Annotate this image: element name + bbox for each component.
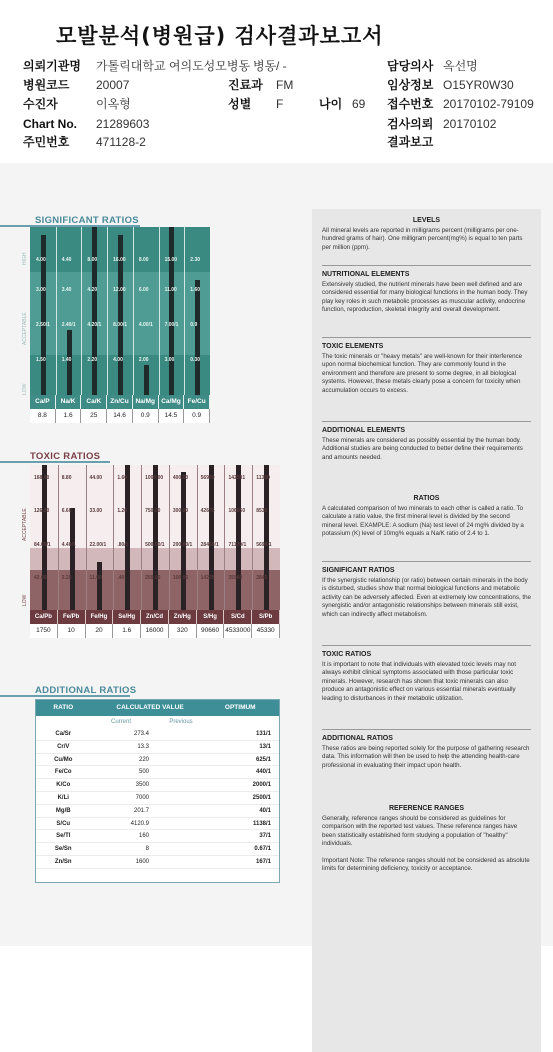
table-row	[36, 856, 279, 869]
sex-label: 성별	[228, 97, 252, 111]
previous-cell	[155, 766, 210, 778]
value-cell: 0.9	[184, 409, 210, 423]
doctor-value: 옥선명	[443, 59, 478, 73]
column-divider	[81, 227, 82, 395]
tick-label: 3.40	[61, 287, 72, 293]
optimum-cell: 167/1	[256, 858, 272, 865]
tick-label: 168.00	[34, 475, 50, 481]
sex-value: F	[276, 97, 284, 111]
age-label: 나이	[319, 97, 343, 111]
current-cell: 7000	[135, 794, 150, 801]
divider	[322, 645, 531, 646]
category-label: Zn/Cu	[107, 395, 133, 409]
tick-label: 250.00	[145, 575, 161, 581]
optimum-cell: 1138/1	[252, 820, 272, 827]
tick-label: .80/1	[117, 542, 129, 548]
institution-value: 가톨릭대학교 여의도성모병동	[96, 59, 251, 73]
dept-value: FM	[276, 78, 294, 92]
optimum-cell: 0.67/1	[254, 846, 272, 853]
category-label: Na/K	[56, 395, 82, 409]
column-divider	[224, 465, 225, 610]
tick-label: 2.30	[190, 257, 201, 263]
ratio-cell: K/Li	[57, 794, 69, 801]
ratio-cell: Cu/Mo	[54, 756, 73, 763]
collector-value: 이옥형	[96, 97, 131, 111]
col-calc: CALCULATED VALUE	[116, 704, 184, 711]
toxic-elements-text: The toxic minerals or "heavy metals" are well-known for their interference upon normal biochemical function. They are commonly found in the environment and therefore are present to some degree, in all biological systems. However, these metals clearly pose a concern for toxicity when accumulation occurs to excess.	[322, 353, 523, 394]
bar-ca-k	[92, 227, 97, 395]
bar-fe-pb	[70, 508, 75, 610]
optimum-cell: 131/1	[256, 731, 272, 737]
optimum-cell: 2000/1	[252, 782, 272, 789]
column-divider	[184, 227, 185, 395]
scanned-report	[0, 163, 553, 946]
tick-label: 200.00/1	[172, 542, 193, 548]
significant-title: SIGNIFICANT RATIOS	[35, 215, 139, 226]
tick-label: 6.00	[138, 287, 149, 293]
toxic-values	[30, 624, 280, 638]
additional-elements-heading: ADDITIONAL ELEMENTS	[322, 427, 406, 434]
category-label: Ca/Mg	[159, 395, 185, 409]
tick-label: 2.50/1	[36, 322, 50, 328]
current-cell: 13.3	[137, 743, 150, 750]
value-cell: 10	[58, 624, 86, 638]
significant-chart	[30, 227, 210, 395]
optimum-cell: 2500/1	[252, 794, 272, 801]
tick-label: 2.40/1	[61, 322, 76, 328]
tick-label: 1.60	[117, 475, 128, 481]
hospital-code-label: 병원코드	[23, 78, 70, 92]
tick-label: 0.9	[190, 322, 198, 328]
clinical-label: 임상정보	[387, 78, 434, 92]
current-cell: 1600	[135, 858, 150, 865]
tick-label: 11380	[256, 475, 270, 481]
tick-label: 8535	[256, 508, 268, 514]
tick-label: 4.40/1	[61, 542, 76, 548]
additional-table	[35, 699, 280, 883]
chart-value: 21289603	[96, 117, 150, 131]
significant-ratios-text: If the synergistic relationship (or ratio) between certain minerals in the body is disturbed, studies show that normal biological functions and metabolic activity can be adversely affected. Even at extremely low concentrations, the synergistic and/or antagonistic relationships between minerals still exist, which can indirectly affect metabolism.	[322, 577, 531, 618]
tick-label: 300.00	[172, 508, 189, 514]
bar-fe-hg	[97, 562, 102, 610]
tick-label: 42675	[200, 508, 215, 514]
column-divider	[133, 227, 134, 395]
toxic-ratios-heading: TOXIC RATIOS	[322, 651, 372, 658]
category-label: Ca/K	[81, 395, 107, 409]
sub-previous: Previous	[169, 719, 193, 725]
tick-label: 35560	[228, 575, 243, 581]
tick-label: 44.00	[89, 475, 103, 481]
bar-na-mg	[144, 365, 149, 395]
band-acceptable: ACCEPTABLE	[22, 508, 28, 541]
tick-label: 8.00	[87, 257, 98, 263]
col-ratio: RATIO	[53, 704, 74, 711]
notes-panel	[312, 209, 541, 1052]
page-title: 모발분석(병원급) 검사결과보고서	[56, 24, 384, 48]
tick-label: 2845	[256, 575, 268, 581]
additional-elements-text: These minerals are considered as possibly essential by the human body. Additional studies are being conducted to better define their requirements and amounts needed.	[322, 437, 523, 461]
current-cell: 8	[145, 846, 150, 853]
current-cell: 220	[139, 756, 150, 763]
band-low: LOW	[22, 594, 28, 606]
hospital-code-value: 20007	[96, 78, 130, 92]
previous-cell	[155, 843, 210, 855]
ratio-cell: Ca/Sr	[55, 731, 72, 737]
receipt-value: 20170102-79109	[443, 97, 534, 111]
tick-label: 126.00	[34, 508, 50, 514]
category-label: S/Cd	[224, 610, 252, 624]
optimum-cell: 440/1	[256, 769, 272, 776]
current-cell: 160	[139, 833, 150, 840]
tick-label: 106660	[228, 508, 246, 514]
tick-label: 8.00	[138, 257, 149, 263]
ratios-text: A calculated comparison of two minerals to each other is called a ratio. To calculate a ratio value, the first mineral level is divided by the second mineral level. EXAMPLE: A sodium (Na) test level of 24 mg% divided by a potassium (K) level of 10mg% equals a Na/K ratio of 2.4 to 1.	[322, 505, 524, 538]
column-divider	[107, 227, 108, 395]
ward-label: 병동	[253, 59, 277, 73]
column-divider	[252, 465, 253, 610]
column-divider	[159, 227, 160, 395]
value-cell: 1.6	[113, 624, 141, 638]
bar-ca-pb	[42, 465, 47, 610]
significant-categories	[30, 395, 210, 409]
tick-label: 28450/1	[200, 542, 219, 548]
tick-label: 400.00	[172, 475, 189, 481]
tick-label: .40	[117, 575, 125, 581]
receipt-label: 접수번호	[387, 97, 434, 111]
levels-text: All mineral levels are reported in milligrams percent (milligrams per one-hundred grams of hair). One milligram percent(mg%) is equal to ten parts per million (ppm).	[322, 227, 523, 251]
ratio-cell: Cr/V	[57, 743, 70, 750]
tick-label: 3.00	[36, 287, 46, 293]
reference-heading: REFERENCE RANGES	[388, 805, 465, 812]
tick-label: 7.00/1	[164, 322, 179, 328]
previous-cell	[155, 728, 210, 740]
col-optimum: OPTIMUM	[224, 704, 256, 711]
column-divider	[56, 227, 57, 395]
tick-label: 2.20	[61, 575, 72, 581]
bar-s-cd	[236, 465, 241, 610]
clinical-value: O15YR0W30	[443, 78, 514, 92]
tick-label: 1000.00	[145, 475, 164, 481]
tick-label: 750.00	[145, 508, 161, 514]
current-cell: 201.7	[134, 807, 150, 814]
tick-label: 0.30	[190, 357, 201, 363]
current-cell: 273.4	[134, 731, 150, 737]
tick-label: 4.00	[113, 357, 123, 363]
value-cell: 14.6	[107, 409, 133, 423]
ratio-cell: Mg/B	[55, 807, 71, 814]
important-note: Important Note: The reference ranges should not be considered as absolute limits for determining deficiency, toxicity or acceptance.	[322, 857, 530, 873]
value-cell: 20	[86, 624, 114, 638]
optimum-cell: 625/1	[256, 756, 272, 763]
levels-heading: LEVELS	[412, 217, 441, 224]
tick-label: 4.20/1	[87, 322, 102, 328]
category-label: Na/Mg	[133, 395, 159, 409]
category-label: Fe/Pb	[58, 610, 86, 624]
previous-cell	[155, 779, 210, 791]
current-cell: 500	[139, 769, 150, 776]
category-label: Ca/Pb	[30, 610, 58, 624]
value-cell: 8.8	[30, 409, 56, 423]
ratio-cell: Se/Sn	[54, 846, 72, 853]
request-value: 20170102	[443, 117, 497, 131]
tick-label: 56900	[200, 475, 215, 481]
column-divider	[58, 465, 59, 610]
tick-label: 16.00	[113, 257, 126, 263]
request-label: 검사의뢰	[387, 117, 434, 131]
ratios-heading: RATIOS	[413, 495, 440, 502]
band-low: LOW	[22, 383, 28, 395]
tick-label: 15.00	[164, 257, 178, 263]
tick-label: 42.00	[34, 575, 47, 581]
previous-cell	[155, 805, 210, 817]
tick-label: 2.20	[87, 357, 98, 363]
toxic-ratios-text: It is important to note that individuals with elevated toxic levels may not always exhibit clinical symptoms associated with those particular toxic minerals. However, research has shown that toxic minerals can also produce an antagonistic effect on various essential minerals eventually leading to disturbances in their metabolic utilization.	[322, 661, 516, 702]
bar-se-hg	[125, 465, 130, 610]
value-cell: 16000	[141, 624, 169, 638]
table-row	[36, 766, 279, 779]
tick-label: 14225	[200, 575, 215, 581]
value-cell: 45330	[252, 624, 280, 638]
additional-ratios-text: These ratios are being reported solely for the purpose of gathering research data. This information will then be used to help the attending health-care professional in evaluating their impact upon health.	[322, 745, 530, 769]
tick-label: 100.00	[172, 575, 189, 581]
column-divider	[141, 465, 142, 610]
tick-label: 4.40	[61, 257, 72, 263]
divider	[322, 337, 531, 338]
value-cell: 90660	[197, 624, 225, 638]
value-cell: 25	[81, 409, 107, 423]
ward-value: / -	[276, 59, 287, 73]
value-cell: 14.5	[159, 409, 185, 423]
tick-label: 2.00	[138, 357, 149, 363]
tick-label: 33.00	[89, 508, 103, 514]
rrn-value: 471128-2	[96, 135, 146, 149]
tick-label: 22.00/1	[89, 542, 107, 548]
previous-cell	[155, 754, 210, 766]
column-divider	[113, 465, 114, 610]
tick-label: 11.00	[89, 575, 102, 581]
category-label: Se/Hg	[113, 610, 141, 624]
category-label: Fe/Cu	[184, 395, 210, 409]
optimum-cell: 37/1	[259, 833, 272, 840]
table-subheader	[36, 716, 279, 728]
tick-label: 3.00	[164, 357, 175, 363]
optimum-cell: 40/1	[259, 807, 272, 814]
current-cell: 3500	[135, 782, 150, 789]
tick-label: 8.00/1	[113, 322, 128, 328]
tick-label: 142281	[228, 475, 246, 481]
value-cell: 0.9	[133, 409, 159, 423]
dept-label: 진료과	[228, 78, 263, 92]
previous-cell	[155, 792, 210, 804]
significant-values	[30, 409, 210, 423]
table-row	[36, 754, 279, 767]
tick-label: 8.80	[61, 475, 72, 481]
divider	[322, 265, 531, 266]
bar-s-hg	[209, 465, 214, 610]
table-row	[36, 779, 279, 792]
tick-label: 1.20	[117, 508, 128, 514]
ratio-cell: K/Co	[56, 782, 71, 789]
previous-cell	[155, 830, 210, 842]
divider	[322, 561, 531, 562]
significant-ratios-heading: SIGNIFICANT RATIOS	[322, 567, 395, 574]
value-cell: 1.6	[56, 409, 82, 423]
report-label: 결과보고	[387, 135, 434, 149]
category-label: Zn/Hg	[169, 610, 197, 624]
band-high: HIGH	[22, 252, 28, 265]
nutritional-heading: NUTRITIONAL ELEMENTS	[322, 271, 410, 278]
table-row	[36, 728, 279, 741]
divider	[322, 421, 531, 422]
tick-label: 4.00/1	[138, 322, 153, 328]
category-label: S/Pb	[252, 610, 280, 624]
sub-current: Current	[110, 719, 131, 725]
divider	[322, 729, 531, 730]
value-cell: 1750	[30, 624, 58, 638]
tick-label: 1.40	[61, 357, 72, 363]
tick-label: 6.60	[61, 508, 72, 514]
category-label: Ca/P	[30, 395, 56, 409]
value-cell: 320	[169, 624, 197, 638]
tick-label: 12.00	[113, 287, 126, 293]
toxic-elements-heading: TOXIC ELEMENTS	[322, 343, 384, 350]
nutritional-text: Extensively studied, the nutrient minerals have been well defined and are considered essential for many biological functions in the human body. They play key roles in such metabolic processes as muscular activity, endocrine function, reproduction, skeletal integrity and overall development.	[322, 281, 528, 314]
additional-ratios-heading: ADDITIONAL RATIOS	[322, 735, 393, 742]
reference-text: Generally, reference ranges should be considered as guidelines for comparison with the reported test values. These reference ranges have been statistically established form studying a population of "healthy" individuals.	[322, 815, 518, 848]
tick-label: 1.50	[36, 357, 46, 363]
category-label: S/Hg	[197, 610, 225, 624]
ratio-cell: Zn/Sn	[54, 858, 72, 865]
bar-zn-hg	[181, 472, 186, 610]
toxic-categories	[30, 610, 280, 624]
additional-title: ADDITIONAL RATIOS	[35, 685, 137, 696]
table-row	[36, 830, 279, 843]
table-header	[36, 700, 279, 716]
category-label: Zn/Cd	[141, 610, 169, 624]
tick-label: 11.00	[164, 287, 177, 293]
value-cell: 4533000	[224, 624, 252, 638]
bar-fe-cu	[195, 280, 200, 395]
tick-label: 4.00	[36, 257, 46, 263]
toxic-title: TOXIC RATIOS	[30, 451, 101, 462]
chart-label: Chart No.	[23, 117, 77, 131]
table-body	[36, 728, 279, 869]
doctor-label: 담당의사	[387, 59, 434, 73]
bar-s-pb	[264, 465, 269, 610]
column-divider	[169, 465, 170, 610]
current-cell: 4120.9	[130, 820, 150, 827]
ratio-cell: Se/Tl	[56, 833, 71, 840]
ratio-cell: S/Cu	[56, 820, 71, 827]
previous-cell	[155, 818, 210, 830]
table-row	[36, 805, 279, 818]
table-row	[36, 843, 279, 856]
table-row	[36, 818, 279, 831]
category-label: Fe/Hg	[86, 610, 114, 624]
toxic-chart	[30, 465, 280, 610]
tick-label: 5690/1	[256, 542, 272, 548]
previous-cell	[155, 741, 210, 753]
table-row	[36, 792, 279, 805]
column-divider	[86, 465, 87, 610]
bar-ca-mg	[169, 227, 174, 395]
table-row	[36, 741, 279, 754]
band-acceptable: ACCEPTABLE	[22, 312, 28, 345]
tick-label: 84.00/1	[34, 542, 51, 548]
institution-label: 의뢰기관명	[23, 59, 81, 73]
ratio-cell: Fe/Co	[54, 769, 72, 776]
tick-label: 1.60	[190, 287, 201, 293]
tick-label: 71120/1	[228, 542, 247, 548]
collector-label: 수진자	[23, 97, 58, 111]
tick-label: 500.00/1	[145, 542, 165, 548]
age-value: 69	[352, 97, 366, 111]
optimum-cell: 13/1	[259, 743, 272, 750]
previous-cell	[155, 856, 210, 868]
rrn-label: 주민번호	[23, 135, 70, 149]
column-divider	[197, 465, 198, 610]
tick-label: 4.20	[87, 287, 98, 293]
bar-zn-cd	[153, 465, 158, 610]
